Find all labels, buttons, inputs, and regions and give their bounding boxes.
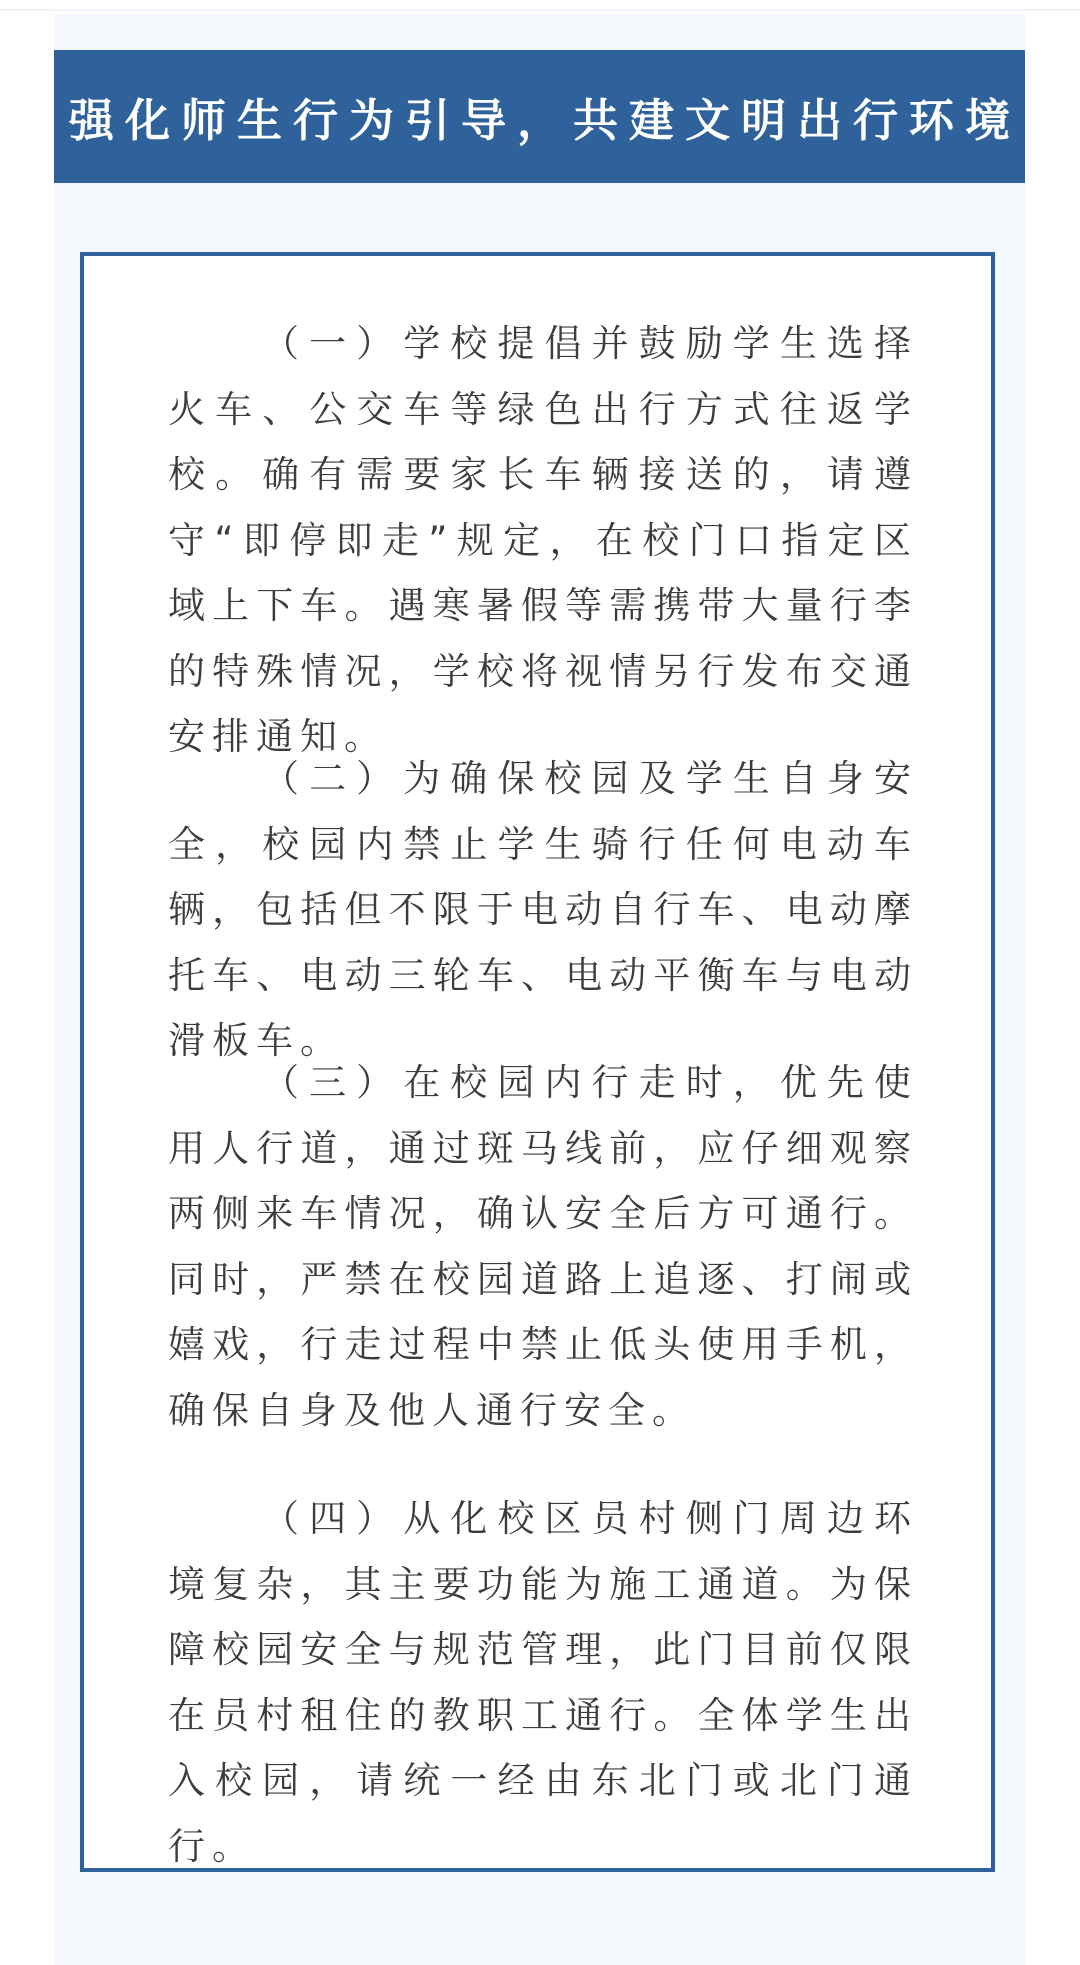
top-divider <box>0 9 1080 11</box>
paragraph-2: （二）为确保校园及学生自身安全，校园内禁止学生骑行任何电动车辆，包括但不限于电动自行车、电动摩托车、电动三轮车、电动平衡车与电动滑板车。 <box>168 757 918 1062</box>
paragraph-3: （三）在校园内行走时，优先使用人行道，通过斑马线前，应仔细观察两侧来车情况，确认安全后方可通行。同时，严禁在校园道路上追逐、打闹或嬉戏，行走过程中禁止低头使用手机，确保自身及他人通行安全。 <box>168 1061 918 1432</box>
section-header <box>54 50 1025 183</box>
section-title: 强化师生行为引导，共建文明出行环境 <box>68 94 1021 147</box>
paragraph-1: （一）学校提倡并鼓励学生选择火车、公交车等绿色出行方式往返学校。确有需要家长车辆接送的，请遵守“即停即走”规定，在校门口指定区域上下车。遇寒暑假等需携带大量行李的特殊情况，学校将视情另行发布交通安排通知。 <box>168 322 918 758</box>
paragraph-4: （四）从化校区员村侧门周边环境复杂，其主要功能为施工通道。为保障校园安全与规范管理，此门目前仅限在员村租住的教职工通行。全体学生出入校园，请统一经由东北门或北门通行。 <box>168 1497 918 1868</box>
content-box <box>80 252 995 1872</box>
